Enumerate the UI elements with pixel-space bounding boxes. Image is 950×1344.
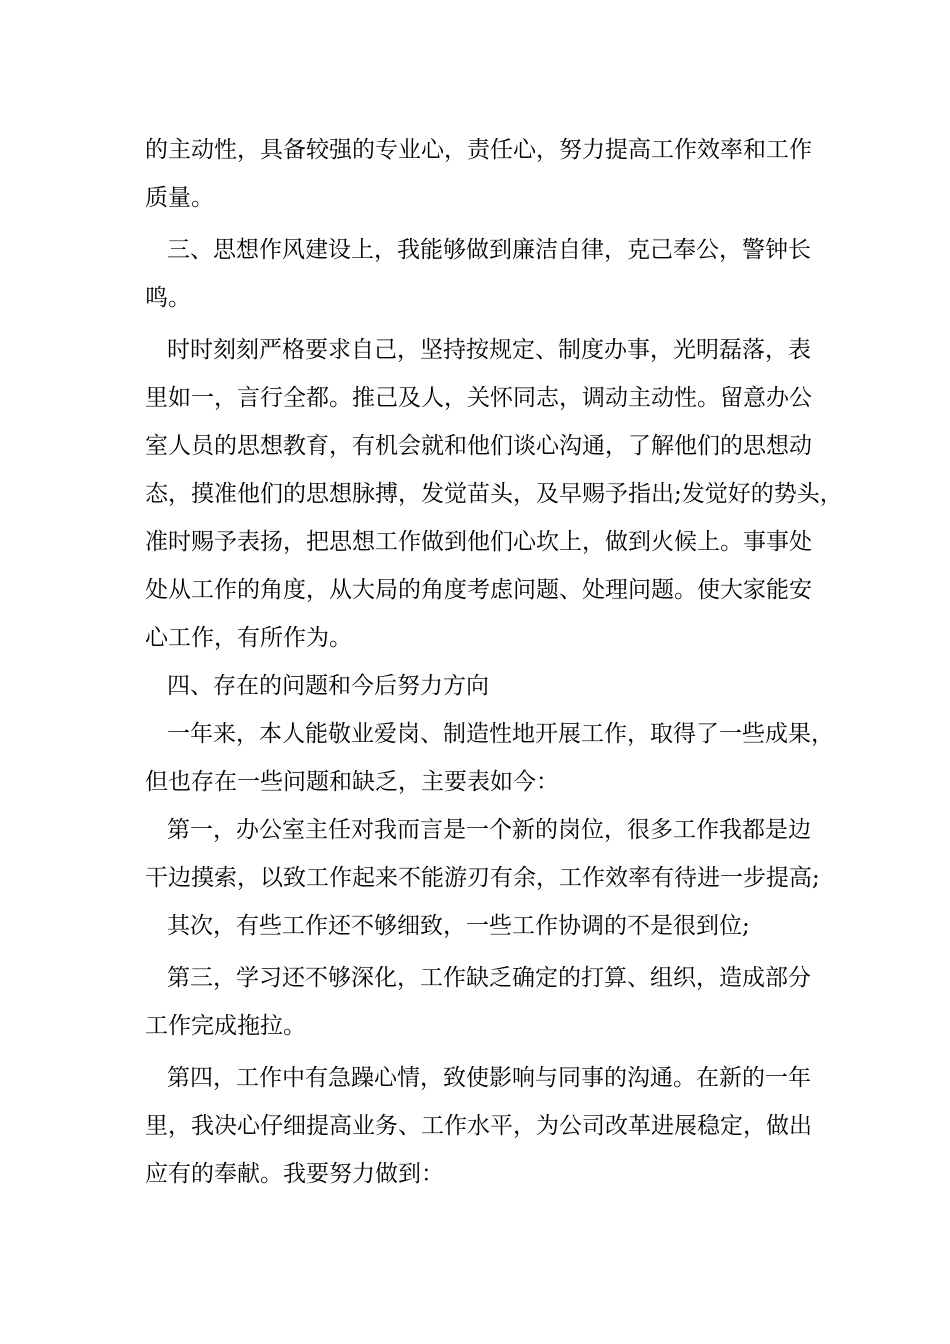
text-line: 四、存在的问题和今后努力方向 (167, 673, 489, 699)
text-line: 态，摸准他们的思想脉搏，发觉苗头，及早赐予指出;发觉好的势头， (145, 481, 843, 507)
text-line: 工作完成拖拉。 (145, 1013, 306, 1039)
text-line: 第一，办公室主任对我而言是一个新的岗位，很多工作我都是边 (167, 817, 811, 843)
text-line: 一年来，本人能敬业爱岗、制造性地开展工作，取得了一些成果， (167, 721, 834, 747)
document-body (145, 126, 843, 1198)
text-line: 准时赐予表扬，把思想工作做到他们心坎上，做到火候上。事事处 (145, 529, 812, 555)
paragraph-8 (145, 954, 835, 1050)
text-line: 的主动性，具备较强的专业心，责任心，努力提高工作效率和工作 (145, 137, 812, 163)
text-line: 三、思想作风建设上，我能够做到廉洁自律，克己奉公，警钟长 (167, 237, 811, 263)
paragraph-5 (145, 710, 835, 806)
text-line: 心工作，有所作为。 (145, 625, 352, 651)
text-line: 干边摸索，以致工作起来不能游刃有余，工作效率有待进一步提高; (145, 865, 820, 891)
text-line: 质量。 (145, 185, 214, 211)
text-line: 里，我决心仔细提高业务、工作水平，为公司改革进展稳定，做出 (145, 1113, 812, 1139)
text-line: 时时刻刻严格要求自己，坚持按规定、制度办事，光明磊落，表 (167, 337, 811, 363)
paragraph-7 (145, 902, 835, 950)
paragraph-3 (145, 326, 843, 662)
text-line: 应有的奉献。我要努力做到： (145, 1161, 444, 1187)
text-line: 室人员的思想教育，有机会就和他们谈心沟通，了解他们的思想动 (145, 433, 812, 459)
paragraph-6 (145, 806, 835, 902)
text-line: 第四，工作中有急躁心情，致使影响与同事的沟通。在新的一年 (167, 1065, 811, 1091)
paragraph-1 (145, 126, 835, 222)
paragraph-9 (145, 1054, 835, 1198)
text-line: 第三，学习还不够深化，工作缺乏确定的打算、组织，造成部分 (167, 965, 811, 991)
paragraph-4 (145, 662, 835, 710)
text-line: 里如一，言行全都。推己及人，关怀同志，调动主动性。留意办公 (145, 385, 812, 411)
paragraph-2 (145, 226, 835, 322)
text-line: 处从工作的角度，从大局的角度考虑问题、处理问题。使大家能安 (145, 577, 812, 603)
text-line: 鸣。 (145, 285, 191, 311)
text-line: 但也存在一些问题和缺乏，主要表如今： (145, 769, 559, 795)
text-line: 其次，有些工作还不够细致，一些工作协调的不是很到位; (167, 913, 750, 939)
